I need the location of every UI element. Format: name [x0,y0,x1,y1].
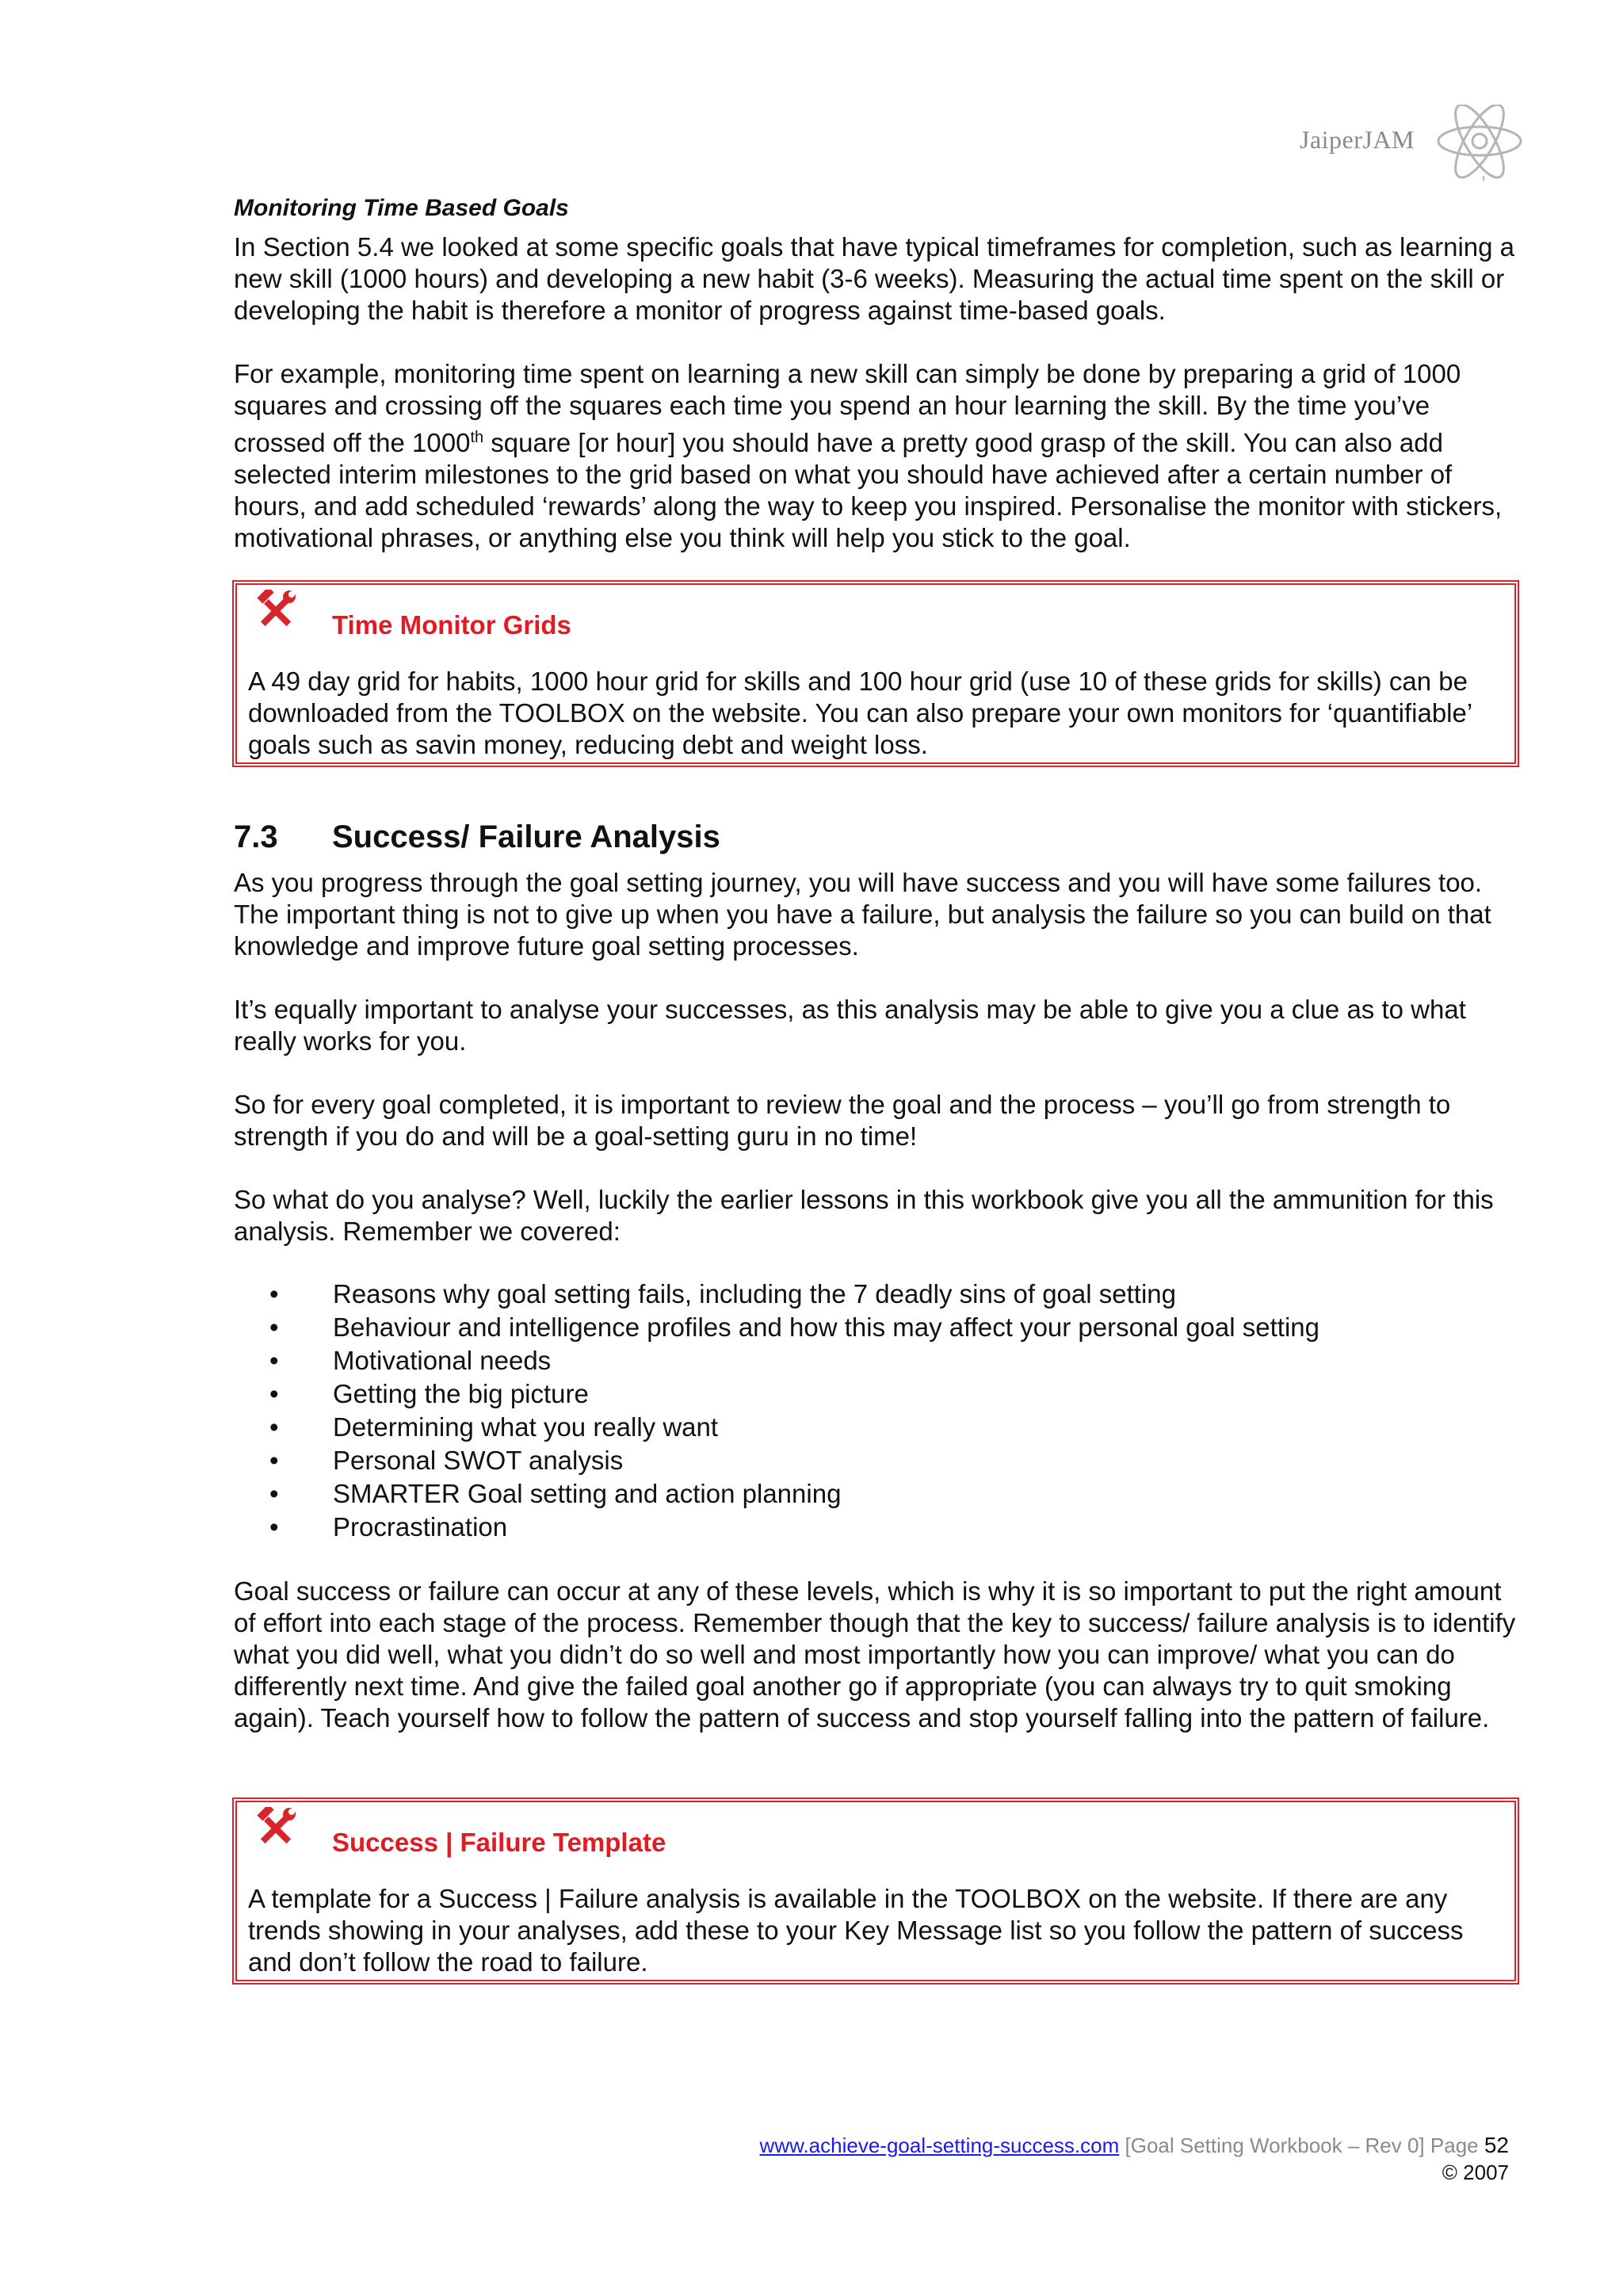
list-item: • Getting the big picture [269,1379,589,1408]
atom-icon [1433,105,1526,184]
list-item: • Personal SWOT analysis [269,1446,624,1475]
copyright: © 2007 [1442,2160,1509,2184]
monitoring-paragraph-2-start: For example, monitoring time spent on learning a new skill can simply be done by preparing a grid of 1000 squares and crossing off the squares each time you spend an hour learning the skill. By the time you’ve crossed off the 1000 [234,359,1461,457]
monitoring-paragraph-2 [234,358,1518,554]
callout-body: A template for a Success | Failure analysis is available in the TOOLBOX on the website. If there are any trends showing in your analyses, add these to your Key Message list so you follow the pattern of success and don’t follow the road to failure. [248,1884,1464,1977]
list-item: • Reasons why goal setting fails, including the 7 deadly sins of goal setting [269,1279,1176,1308]
callout-success-failure-template [232,1797,1519,1985]
section-heading [234,819,720,855]
list-item: • Behaviour and intelligence profiles and how this may affect your personal goal setting [269,1312,1319,1342]
callout-title: Success | Failure Template [332,1828,666,1857]
page-number: 52 [1484,2133,1509,2157]
section-paragraph-2: It’s equally important to analyse your successes, as this analysis may be able to give you a clue as to what really works for you. [234,995,1466,1056]
tools-icon [254,590,297,632]
callout-title: Time Monitor Grids [332,610,571,640]
superscript-th: th [470,429,484,446]
logo-text: JaiperJAM [1300,125,1415,154]
website-link[interactable]: www.achieve-goal-setting-success.com [759,2134,1120,2157]
jaiperjam-logo [1300,105,1529,184]
callout-body: A 49 day grid for habits, 1000 hour grid for skills and 100 hour grid (use 10 of these grids for skills) can be downloaded from the TOOLBOX on the website. You can also prepare your own monitors for ‘quantifiable’ goals such as savin money, reducing debt and weight loss. [248,667,1472,759]
document-info: [Goal Setting Workbook – Rev 0] [1119,2134,1430,2157]
list-item: • Procrastination [269,1512,508,1541]
page-footer [760,2132,1509,2186]
monitoring-heading: Monitoring Time Based Goals [234,195,569,221]
section-number: 7.3 [234,819,278,854]
tools-icon [254,1807,297,1850]
section-intro [234,867,1518,1247]
covered-topics-list [269,1278,1319,1544]
section-conclusion [234,1576,1518,1734]
page-label: Page [1430,2134,1484,2157]
list-item: • SMARTER Goal setting and action planning [269,1479,842,1508]
list-item: • Determining what you really want [269,1412,719,1442]
list-item: • Motivational needs [269,1346,552,1375]
monitoring-paragraph-2-end: square [or hour] you should have a pretty good grasp of the skill. You can also add selected interim milestones to the grid based on what you should have achieved after a certain number of hours, and add scheduled ‘rewards’ along the way to keep you inspired. Personalise the monitor with stickers, motivational phrases, or anything else you think will help you stick to the goal. [234,428,1503,552]
monitoring-paragraph-1: In Section 5.4 we looked at some specific goals that have typical timeframes for completion, such as learning a new skill (1000 hours) and developing a new habit (3-6 weeks). Measuring the actual time spent on the skill or developing the habit is therefore a monitor of progress against time-based goals. [234,232,1515,325]
section-paragraph-1: As you progress through the goal setting journey, you will have success and you will have some failures too. The important thing is not to give up when you have a failure, but analysis the failure so you can build on that knowledge and improve future goal setting processes. [234,868,1491,961]
section-title: Success/ Failure Analysis [332,819,720,854]
section-paragraph-3: So for every goal completed, it is important to review the goal and the process – you’ll go from strength to strength if you do and will be a goal-setting guru in no time! [234,1090,1451,1151]
monitoring-section [234,231,1518,554]
callout-time-monitor-grids [232,580,1519,767]
section-paragraph-5: Goal success or failure can occur at any of these levels, which is why it is so important to put the right amount of effort into each stage of the process. Remember though that the key to success/ failure analysis is to identify what you did well, what you didn’t do so well and most importantly how you can improve/ what you can do differently next time. And give the failed goal another go if appropriate (you can always try to quit smoking again). Teach yourself how to follow the pattern of success and stop yourself falling into the pattern of failure. [234,1576,1516,1733]
section-paragraph-4: So what do you analyse? Well, luckily the earlier lessons in this workbook give you all the ammunition for this analysis. Remember we covered: [234,1185,1494,1246]
